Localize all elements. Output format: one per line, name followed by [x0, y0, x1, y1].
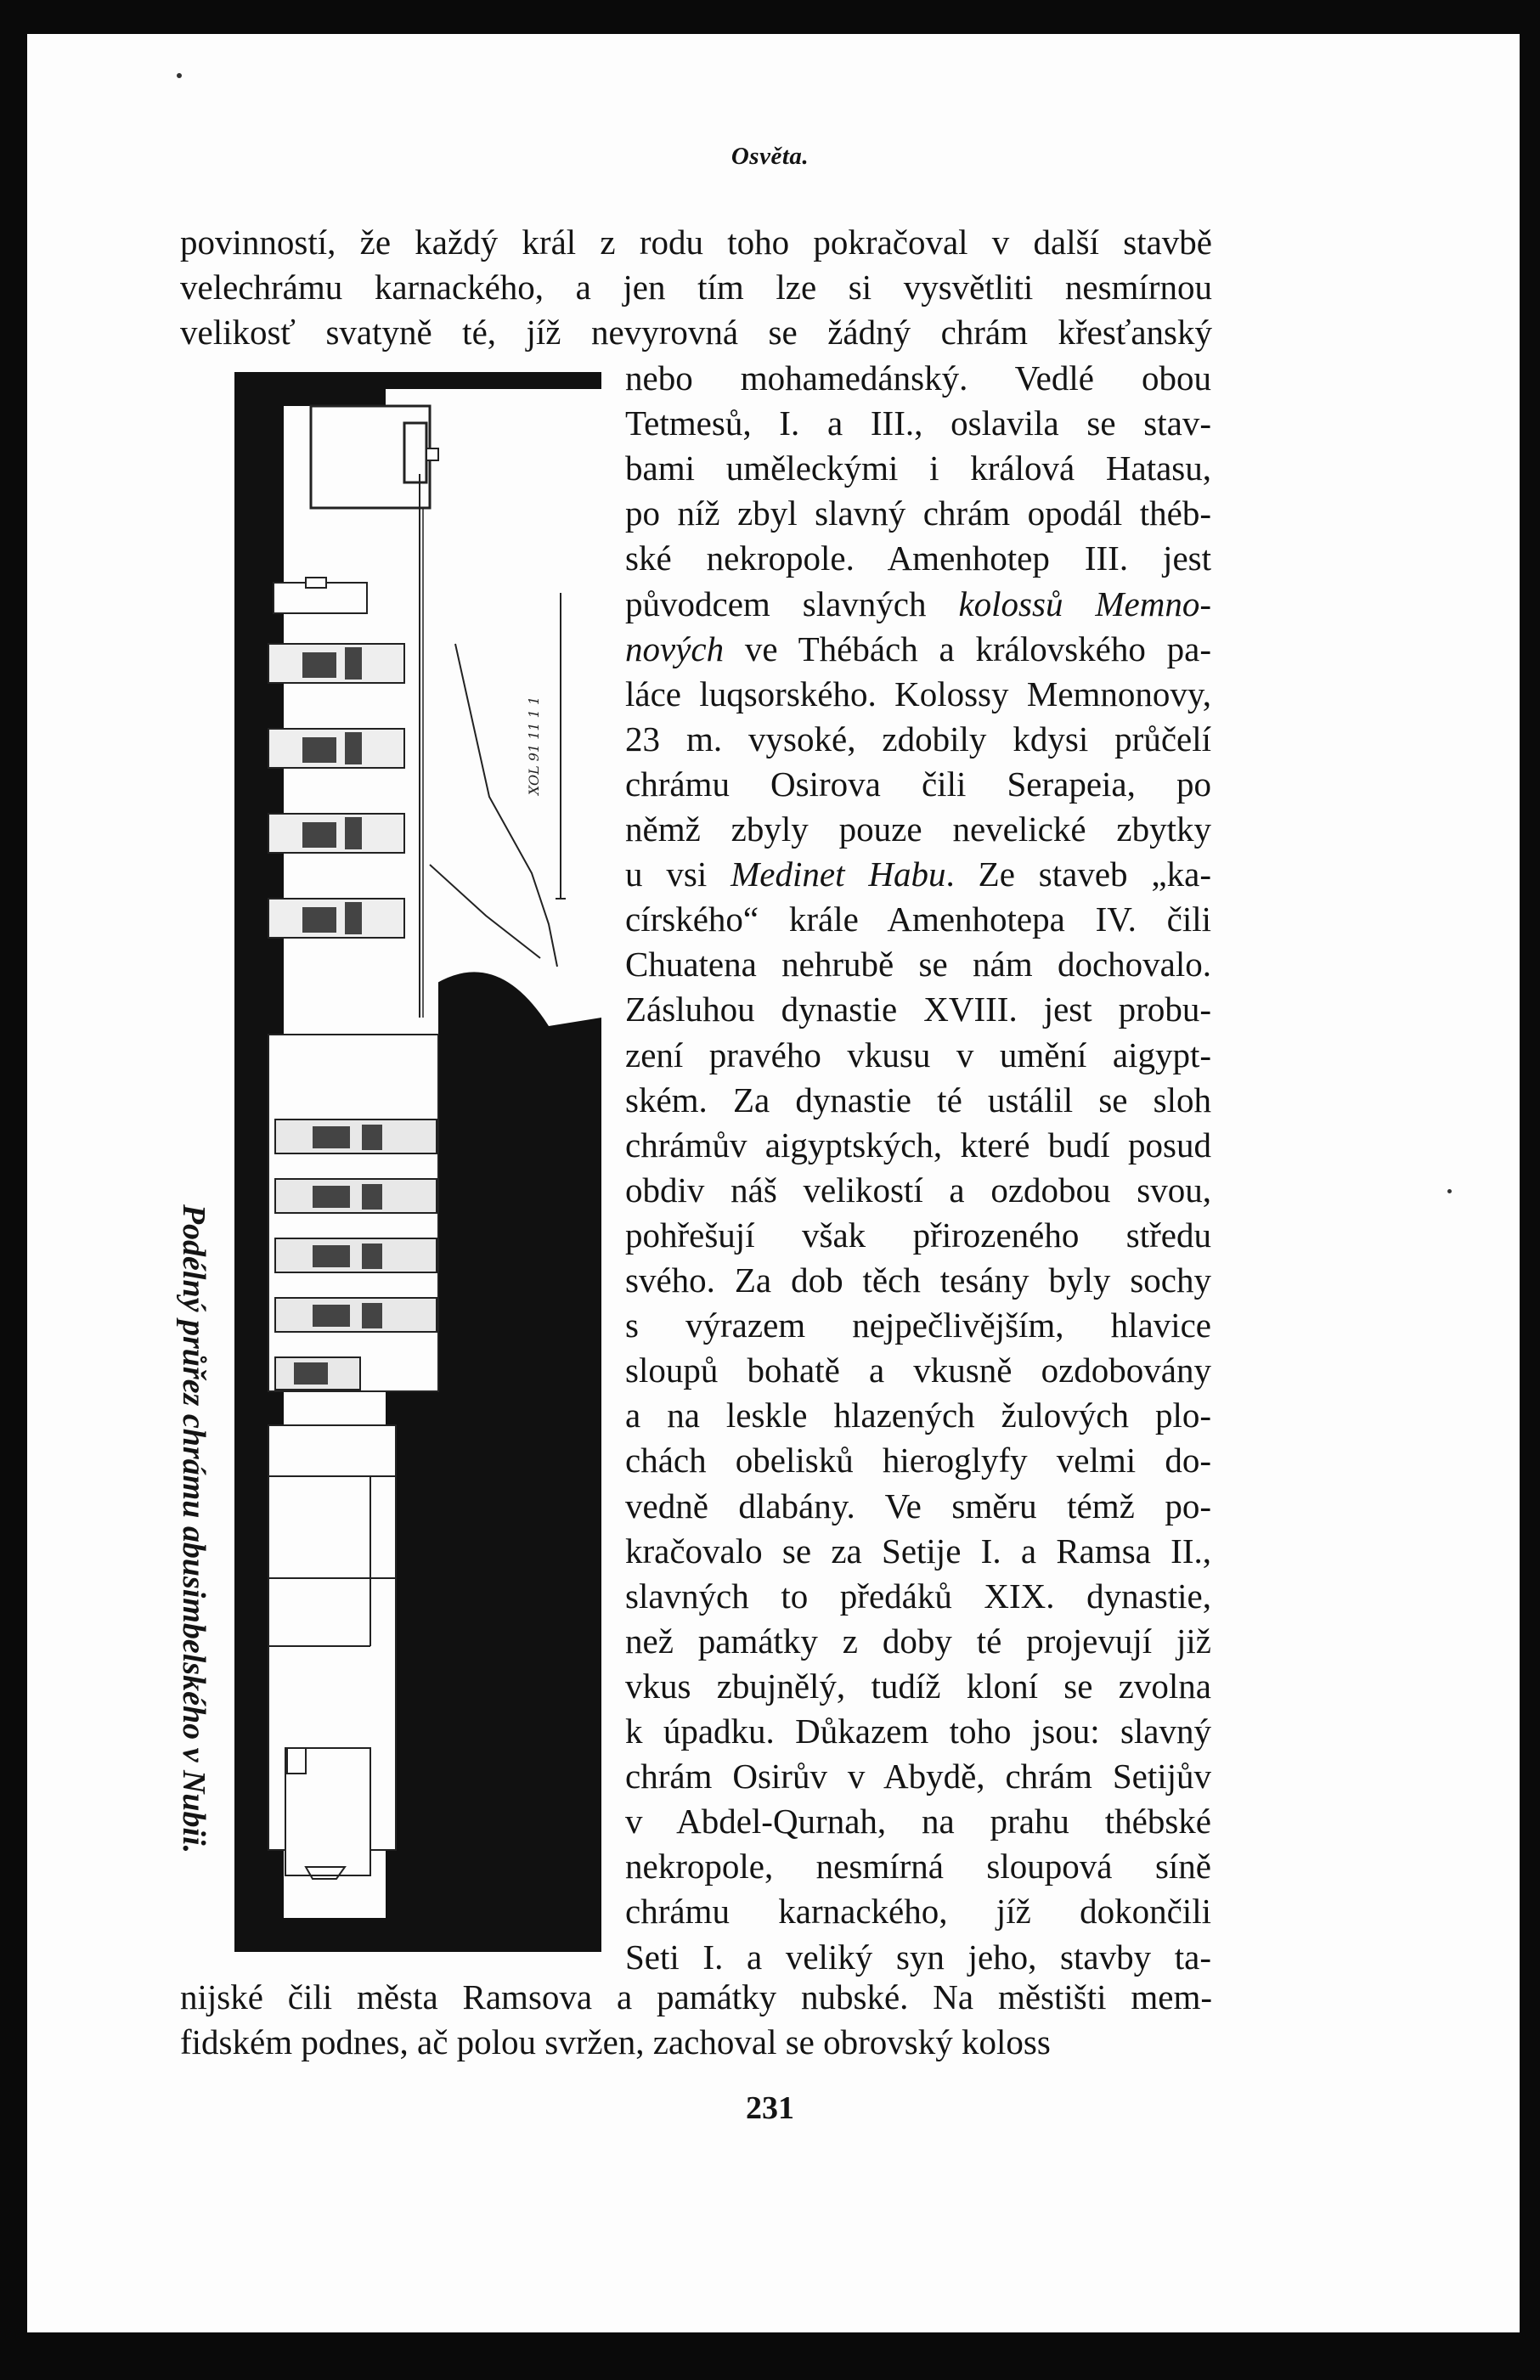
text-span: nekropole, nesmírná sloupová síně	[625, 1847, 1211, 1887]
temple-section-illustration	[234, 372, 601, 1952]
text-line	[625, 1573, 1211, 1619]
text-span: chách obelisků hieroglyfy velmi do-	[625, 1441, 1211, 1480]
text-span: Zásluhou dynastie XVIII. jest probu-	[625, 990, 1211, 1029]
scan-border-bottom	[0, 2332, 1540, 2380]
text-line	[625, 1032, 1211, 1078]
text-span: k úpadku. Důkazem toho jsou: slavný	[625, 1712, 1211, 1751]
text-span: Chuatena nehrubě se nám dochovalo.	[625, 945, 1211, 984]
text-line	[625, 1843, 1211, 1889]
text-span: po níž zbyl slavný chrám opodál théb-	[625, 493, 1211, 533]
text-line	[180, 1974, 1212, 2020]
text-line	[625, 806, 1211, 852]
text-span: pohřešují však přirozeného středu	[625, 1215, 1211, 1255]
text-line	[625, 1888, 1211, 1934]
text-line	[625, 1528, 1211, 1574]
text-line	[625, 490, 1211, 536]
text-line	[625, 1212, 1211, 1258]
scan-border-top	[0, 0, 1540, 34]
text-line	[625, 1708, 1211, 1754]
text-span: nebo mohamedánský. Vedlé obou	[625, 358, 1211, 398]
text-span: ve Thébách a královského pa-	[724, 629, 1211, 668]
text-span: . Ze staveb „ka-	[945, 854, 1211, 894]
text-line	[625, 1077, 1211, 1123]
text-line	[625, 1618, 1211, 1664]
text-span: nijské čili města Ramsova a památky nubské. Na městišti mem-	[180, 1977, 1212, 2016]
text-line	[625, 581, 1211, 627]
text-span: 23 m. vysoké, zdobily kdysi průčelí	[625, 719, 1211, 759]
text-line	[625, 1122, 1211, 1168]
text-span: ském. Za dynastie té ustálil se sloh	[625, 1080, 1211, 1120]
scale-label: XOL 91 11 1 1	[526, 696, 542, 796]
scan-speck	[177, 73, 182, 78]
text-span: velikosť svatyně té, jíž nevyrovná se žádný chrám křesťanský	[180, 313, 1212, 352]
text-line	[625, 535, 1211, 581]
text-span: u vsi	[625, 854, 731, 894]
text-span: s výrazem nejpečlivějším, hlavice	[625, 1306, 1211, 1345]
text-line	[625, 400, 1211, 446]
text-span: chrámu karnackého, jíž dokončili	[625, 1892, 1211, 1932]
text-span: svého. Za dob těch tesány byly sochy	[625, 1260, 1211, 1300]
scan-border-left	[0, 0, 27, 2380]
text-line	[625, 355, 1211, 401]
text-span: fidském podnes, ač polou svržen, zachoval se obrovský koloss	[180, 2022, 1051, 2061]
text-span: sloupů bohatě a vkusně ozdobovány	[625, 1351, 1211, 1390]
text-line	[625, 1257, 1211, 1303]
page-number: 231	[746, 2090, 794, 2126]
text-span: vkus zbujnělý, tudíž kloní se zvolna	[625, 1666, 1211, 1706]
text-line	[625, 1934, 1211, 1980]
text-line	[625, 1167, 1211, 1213]
text-line	[625, 1437, 1211, 1483]
text-line	[625, 1663, 1211, 1709]
text-line	[625, 716, 1211, 762]
text-line	[625, 445, 1211, 491]
text-line	[625, 1347, 1211, 1393]
text-span: němž zbyly pouze nevelické zbytky	[625, 809, 1211, 849]
text-span: bami uměleckými i králová Hatasu,	[625, 448, 1211, 488]
figure-caption: Podélný průřez chrámu abusimbelského v Nubii.	[176, 1204, 212, 1854]
text-span: ské nekropole. Amenhotep III. jest	[625, 539, 1211, 578]
text-span: Tetmesů, I. a III., oslavila se stav-	[625, 403, 1211, 443]
text-span: Medinet Habu	[731, 854, 946, 894]
text-line	[625, 941, 1211, 987]
text-span: zení pravého vkusu v umění aigypt-	[625, 1035, 1211, 1074]
text-line	[625, 1798, 1211, 1844]
text-line	[625, 671, 1211, 717]
text-span: než památky z doby té projevují již	[625, 1621, 1211, 1661]
scan-border-right	[1520, 0, 1540, 2380]
text-line	[625, 851, 1211, 897]
text-span: Seti I. a veliký syn jeho, stavby ta-	[625, 1937, 1211, 1977]
text-line	[625, 1483, 1211, 1529]
text-line	[625, 761, 1211, 807]
text-line	[180, 309, 1212, 355]
scan-speck	[1447, 1189, 1452, 1193]
text-span: původcem slavných	[625, 584, 959, 623]
text-span: povinností, že každý král z rodu toho pokračoval v další stavbě	[180, 223, 1212, 262]
running-title: Osvěta.	[731, 143, 809, 170]
text-span: obdiv náš velikostí a ozdobou svou,	[625, 1170, 1211, 1210]
text-span: a na leskle hlazených žulových plo-	[625, 1396, 1211, 1435]
text-line	[180, 264, 1212, 310]
text-line	[625, 1392, 1211, 1438]
text-line	[625, 1302, 1211, 1348]
text-line	[625, 986, 1211, 1032]
text-span: velechrámu karnackého, a jen tím lze si vysvětliti nesmírnou	[180, 268, 1212, 307]
text-span: láce luqsorského. Kolossy Memnonovy,	[625, 674, 1211, 713]
text-span: kračovalo se za Setije I. a Ramsa II.,	[625, 1531, 1211, 1571]
text-line	[625, 626, 1211, 672]
text-line	[625, 1753, 1211, 1799]
text-span: chrámu Osirova čili Serapeia, po	[625, 764, 1211, 804]
text-line	[180, 219, 1212, 265]
text-span: chrámův aigyptských, které budí posud	[625, 1125, 1211, 1165]
text-span: nových	[625, 629, 725, 668]
text-span: vedně dlabány. Ve směru témž po-	[625, 1486, 1211, 1526]
text-line	[625, 896, 1211, 942]
text-span: círského“ krále Amenhotepa IV. čili	[625, 900, 1211, 939]
text-line	[180, 2019, 1212, 2065]
text-span: chrám Osirův v Abydě, chrám Setijův	[625, 1757, 1211, 1796]
text-span: v Abdel-Qurnah, na prahu thébské	[625, 1802, 1211, 1841]
text-span: kolossů Memno-	[958, 584, 1211, 623]
text-span: slavných to předáků XIX. dynastie,	[625, 1576, 1211, 1616]
